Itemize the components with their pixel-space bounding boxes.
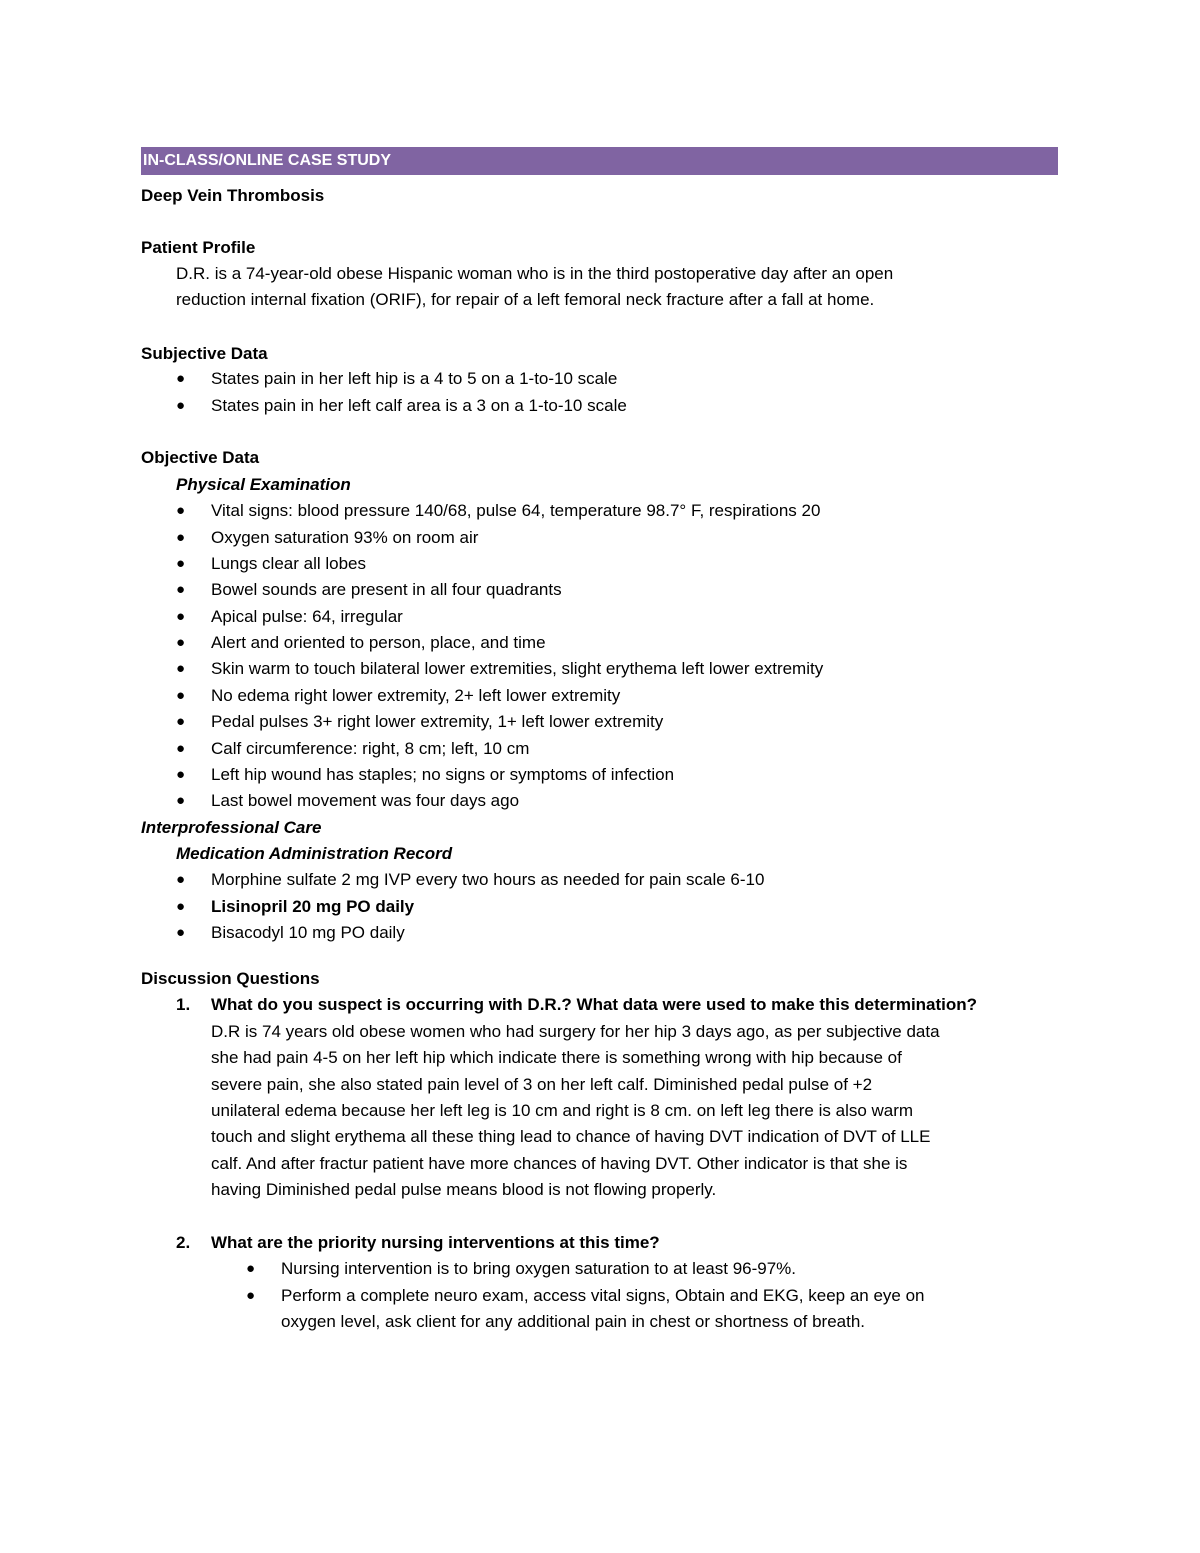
discussion-heading: Discussion Questions: [141, 969, 320, 988]
bullet-icon: ●: [246, 1260, 256, 1277]
physical-exam-subheading: Physical Examination: [176, 475, 351, 494]
document-title: Deep Vein Thrombosis: [141, 186, 325, 205]
bullet-icon: ●: [176, 740, 186, 757]
question-2: What are the priority nursing interventions at this time?: [211, 1233, 660, 1252]
medication-item: Bisacodyl 10 mg PO daily: [211, 923, 405, 942]
objective-item: Pedal pulses 3+ right lower extremity, 1+ left lower extremity: [211, 712, 664, 731]
bullet-icon: ●: [176, 687, 186, 704]
answer-1-line: touch and slight erythema all these thing lead to chance of having DVT indication of DVT of LLE: [211, 1127, 931, 1146]
case-study-banner: IN-CLASS/ONLINE CASE STUDY: [141, 147, 1058, 175]
objective-item: Bowel sounds are present in all four quadrants: [211, 580, 562, 599]
medication-item: Lisinopril 20 mg PO daily: [211, 897, 415, 916]
subjective-item: States pain in her left hip is a 4 to 5 on a 1-to-10 scale: [211, 369, 618, 388]
objective-item: Apical pulse: 64, irregular: [211, 607, 403, 626]
mar-subheading: Medication Administration Record: [176, 844, 453, 863]
bullet-icon: ●: [176, 608, 186, 625]
answer-1-line: severe pain, she also stated pain level of 3 on her left calf. Diminished pedal pulse of +2: [211, 1075, 873, 1094]
bullet-icon: ●: [176, 792, 186, 809]
bullet-icon: ●: [176, 660, 186, 677]
bullet-icon: ●: [176, 898, 186, 915]
answer-1-line: she had pain 4-5 on her left hip which indicate there is something wrong with hip because of: [211, 1048, 902, 1067]
bullet-icon: ●: [176, 713, 186, 730]
objective-item: No edema right lower extremity, 2+ left lower extremity: [211, 686, 621, 705]
patient-profile-line: reduction internal fixation (ORIF), for repair of a left femoral neck fracture after a fall at home.: [176, 290, 875, 309]
answer-2-item: Perform a complete neuro exam, access vital signs, Obtain and EKG, keep an eye on: [281, 1286, 925, 1305]
answer-1-line: D.R is 74 years old obese women who had surgery for her hip 3 days ago, as per subjective data: [211, 1022, 940, 1041]
bullet-icon: ●: [176, 502, 186, 519]
answer-1-line: calf. And after fractur patient have more chances of having DVT. Other indicator is that she is: [211, 1154, 908, 1173]
objective-item: Oxygen saturation 93% on room air: [211, 528, 479, 547]
bullet-icon: ●: [176, 634, 186, 651]
question-number: 1.: [176, 995, 191, 1014]
bullet-icon: ●: [176, 555, 186, 572]
objective-heading: Objective Data: [141, 448, 260, 467]
objective-item: Skin warm to touch bilateral lower extremities, slight erythema left lower extremity: [211, 659, 824, 678]
bullet-icon: ●: [176, 766, 186, 783]
bullet-icon: ●: [176, 397, 186, 414]
bullet-icon: ●: [176, 370, 186, 387]
objective-item: Left hip wound has staples; no signs or symptoms of infection: [211, 765, 675, 784]
answer-1-line: having Diminished pedal pulse means blood is not flowing properly.: [211, 1180, 717, 1199]
question-1: What do you suspect is occurring with D.R.? What data were used to make this determination?: [211, 995, 978, 1014]
question-number: 2.: [176, 1233, 191, 1252]
subjective-heading: Subjective Data: [141, 344, 268, 363]
answer-2-item: Nursing intervention is to bring oxygen saturation to at least 96-97%.: [281, 1259, 797, 1278]
subjective-item: States pain in her left calf area is a 3 on a 1-to-10 scale: [211, 396, 627, 415]
answer-2-item: oxygen level, ask client for any additional pain in chest or shortness of breath.: [281, 1312, 866, 1331]
objective-item: Calf circumference: right, 8 cm; left, 10 cm: [211, 739, 530, 758]
bullet-icon: ●: [246, 1287, 256, 1304]
bullet-icon: ●: [176, 924, 186, 941]
bullet-icon: ●: [176, 529, 186, 546]
objective-item: Alert and oriented to person, place, and time: [211, 633, 546, 652]
objective-item: Lungs clear all lobes: [211, 554, 366, 573]
bullet-icon: ●: [176, 871, 186, 888]
interprofessional-heading: Interprofessional Care: [141, 818, 322, 837]
bullet-icon: ●: [176, 581, 186, 598]
answer-1-line: unilateral edema because her left leg is 10 cm and right is 8 cm. on left leg there is also warm: [211, 1101, 914, 1120]
patient-profile-line: D.R. is a 74-year-old obese Hispanic woman who is in the third postoperative day after an open: [176, 264, 894, 283]
objective-item: Vital signs: blood pressure 140/68, pulse 64, temperature 98.7° F, respirations 20: [211, 501, 821, 520]
patient-profile-heading: Patient Profile: [141, 238, 256, 257]
objective-item: Last bowel movement was four days ago: [211, 791, 520, 810]
medication-item: Morphine sulfate 2 mg IVP every two hours as needed for pain scale 6-10: [211, 870, 765, 889]
